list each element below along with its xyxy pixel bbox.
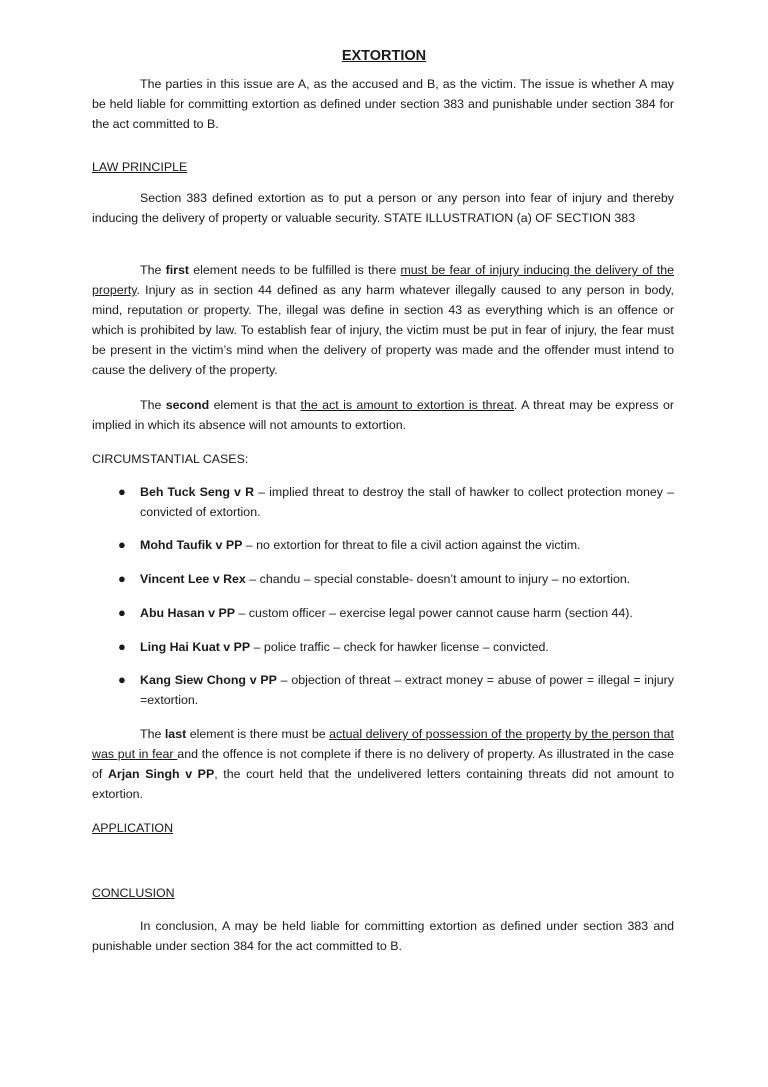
case-name: Mohd Taufik v PP bbox=[140, 538, 243, 552]
case-name: Kang Siew Chong v PP bbox=[140, 673, 277, 687]
list-item bbox=[118, 637, 674, 657]
case-name: Vincent Lee v Rex bbox=[140, 572, 246, 586]
case-name: Arjan Singh v PP bbox=[107, 767, 215, 781]
bullet-icon: ● bbox=[118, 571, 126, 586]
case-text: – police traffic – check for hawker license – convicted. bbox=[250, 640, 549, 654]
text: The bbox=[140, 727, 165, 741]
document-title: EXTORTION bbox=[341, 48, 427, 64]
list-item bbox=[118, 482, 674, 522]
conclusion-paragraph: In conclusion, A may be held liable for committing extortion as defined under section 383 and punishable under section 384 for the act committed to B. bbox=[92, 919, 674, 953]
case-name: Beh Tuck Seng v R bbox=[140, 485, 255, 499]
cases-heading: CIRCUMSTANTIAL CASES: bbox=[92, 452, 249, 466]
list-item bbox=[118, 670, 674, 710]
definition-paragraph: Section 383 defined extortion as to put a person or any person into fear of injury and thereby inducing the delivery of property or valuable security. STATE ILLUSTRATION (a) OF SECTION 383 bbox=[92, 191, 674, 225]
text: and the offence is not complete if there is no delivery of property. As illustrated in the case of bbox=[92, 747, 674, 781]
emphasis: first bbox=[165, 263, 189, 277]
text: . Injury as in section 44 defined as any harm whatever illegally caused to any person in body, mind, reputation or property. The, illegal was define in section 43 as everything which is an offence or which is prohibited by law. To establish fear of injury, the victim must be put in fear of injury, the fear must be present in the victim’s mind when the delivery of property was made and the offender must intend to cause the delivery of the property. bbox=[92, 283, 674, 377]
bullet-icon: ● bbox=[118, 484, 126, 499]
case-text: – chandu – special constable- doesn’t amount to injury – no extortion. bbox=[245, 572, 631, 586]
bullet-icon: ● bbox=[118, 537, 126, 552]
bullet-icon: ● bbox=[118, 605, 126, 620]
text: The bbox=[140, 263, 166, 277]
underlined-text: must be fear of injury inducing the delivery of the property bbox=[92, 263, 674, 297]
text: , the court held that the undelivered letters containing threats did not amount to extortion. bbox=[92, 767, 675, 801]
underlined-text: actual delivery of possession of the property by the person that was put in fear bbox=[92, 727, 675, 761]
second-element-paragraph bbox=[92, 395, 674, 435]
law-principle-heading: LAW PRINCIPLE bbox=[92, 160, 188, 174]
case-name: Abu Hasan v PP bbox=[140, 606, 236, 620]
application-heading: APPLICATION bbox=[92, 821, 174, 835]
conclusion-heading: CONCLUSION bbox=[92, 886, 175, 900]
intro-paragraph: The parties in this issue are A, as the accused and B, as the victim. The issue is whether A may be held liable for committing extortion as defined under section 383 and punishable under section 384 for the act committed to B. bbox=[92, 77, 674, 131]
bullet-icon: ● bbox=[118, 639, 126, 654]
text: element is there must be bbox=[186, 727, 330, 741]
case-text: – custom officer – exercise legal power cannot cause harm (section 44). bbox=[235, 606, 633, 620]
last-element-paragraph bbox=[92, 724, 674, 804]
bullet-icon: ● bbox=[118, 672, 126, 687]
underlined-text: the act is amount to extortion is threat bbox=[300, 398, 514, 412]
list-item bbox=[118, 569, 674, 589]
text: The bbox=[140, 398, 166, 412]
text: . A threat may be express or implied in which its absence will not amounts to extortion. bbox=[92, 398, 674, 432]
list-item bbox=[118, 535, 674, 555]
case-text: – objection of threat – extract money = abuse of power = illegal = injury =extortion. bbox=[140, 673, 674, 707]
list-item bbox=[118, 603, 674, 623]
emphasis: last bbox=[164, 727, 187, 741]
text: element needs to be fulfilled is there bbox=[189, 263, 401, 277]
case-name: Ling Hai Kuat v PP bbox=[140, 640, 251, 654]
case-text: – no extortion for threat to file a civil action against the victim. bbox=[242, 538, 581, 552]
emphasis: second bbox=[165, 398, 210, 412]
first-element-paragraph bbox=[92, 260, 674, 380]
case-text: – implied threat to destroy the stall of hawker to collect protection money – convicted of extortion. bbox=[140, 485, 674, 519]
text: element is that bbox=[209, 398, 301, 412]
